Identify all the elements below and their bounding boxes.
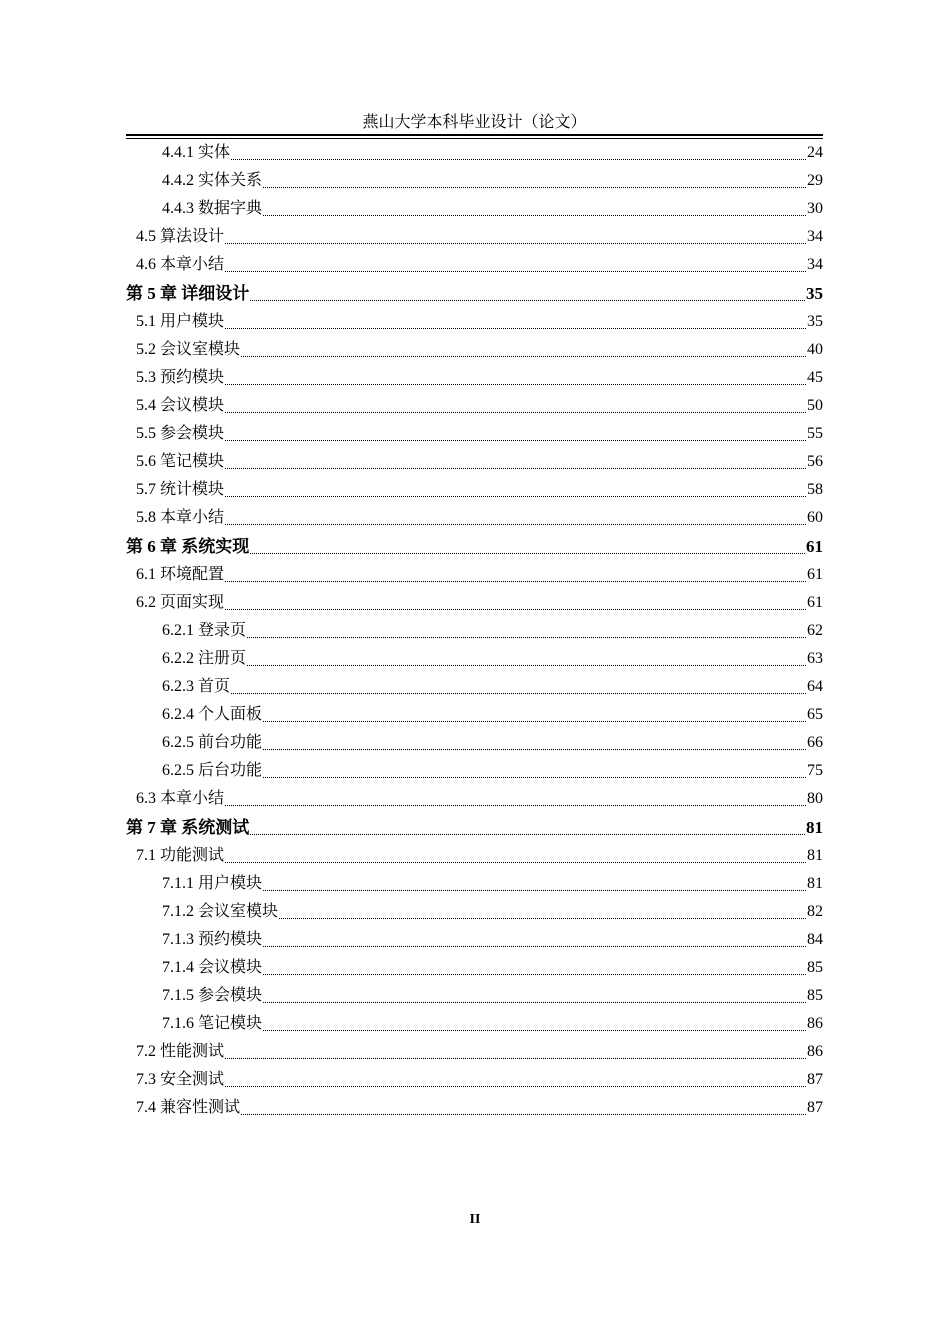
toc-entry-page: 66: [807, 734, 823, 751]
toc-entry-label: 5.3 预约模块: [136, 369, 225, 386]
toc-entry-page: 61: [807, 566, 823, 583]
toc-dot-leader: [225, 271, 806, 272]
toc-dot-leader: [263, 1002, 806, 1003]
toc-entry-page: 30: [807, 200, 823, 217]
toc-entry-page: 34: [807, 256, 823, 273]
toc-entry[interactable]: [126, 1094, 823, 1122]
toc-entry-page: 81: [806, 818, 823, 837]
toc-dot-leader: [231, 693, 806, 694]
toc-dot-leader: [231, 159, 806, 160]
toc-entry[interactable]: [126, 1010, 823, 1038]
toc-dot-leader: [225, 243, 806, 244]
toc-entry-label: 6.2.4 个人面板: [162, 706, 263, 723]
toc-chapter-entry[interactable]: [126, 813, 823, 842]
toc-entry-label: 7.1.3 预约模块: [162, 931, 263, 948]
toc-entry-page: 84: [807, 931, 823, 948]
toc-entry-label: 5.6 笔记模块: [136, 453, 225, 470]
toc-dot-leader: [225, 862, 806, 863]
toc-dot-leader: [225, 496, 806, 497]
toc-entry-page: 60: [807, 509, 823, 526]
toc-entry-label: 5.5 参会模块: [136, 425, 225, 442]
toc-chapter-entry[interactable]: [126, 532, 823, 561]
toc-entry-label: 7.1.5 参会模块: [162, 987, 263, 1004]
toc-entry-page: 35: [807, 313, 823, 330]
toc-entry-label: 6.3 本章小结: [136, 790, 225, 807]
toc-dot-leader: [225, 524, 806, 525]
toc-entry-page: 62: [807, 622, 823, 639]
toc-entry[interactable]: [126, 982, 823, 1010]
toc-entry[interactable]: [126, 476, 823, 504]
page-number: II: [469, 1212, 481, 1227]
toc-entry-label: 4.4.3 数据字典: [162, 200, 263, 217]
toc-entry-label: 6.2.3 首页: [162, 678, 231, 695]
toc-entry-label: 5.2 会议室模块: [136, 341, 241, 358]
toc-entry-page: 50: [807, 397, 823, 414]
toc-entry-label: 第 5 章 详细设计: [126, 284, 250, 303]
toc-entry[interactable]: [126, 223, 823, 251]
toc-dot-leader: [250, 553, 805, 554]
toc-entry-page: 87: [807, 1099, 823, 1116]
running-header: 燕山大学本科毕业设计（论文）: [362, 114, 587, 131]
toc-entry[interactable]: [126, 448, 823, 476]
toc-dot-leader: [263, 890, 806, 891]
toc-entry-page: 55: [807, 425, 823, 442]
table-of-contents: [126, 139, 823, 1122]
toc-dot-leader: [247, 665, 806, 666]
toc-entry-label: 7.1 功能测试: [136, 847, 225, 864]
toc-entry[interactable]: [126, 139, 823, 167]
toc-entry-label: 4.4.1 实体: [162, 144, 231, 161]
toc-dot-leader: [263, 721, 806, 722]
toc-dot-leader: [247, 637, 806, 638]
toc-dot-leader: [225, 384, 806, 385]
toc-entry[interactable]: [126, 870, 823, 898]
toc-entry-page: 81: [807, 875, 823, 892]
toc-chapter-entry[interactable]: [126, 279, 823, 308]
toc-entry-page: 85: [807, 987, 823, 1004]
toc-entry[interactable]: [126, 308, 823, 336]
toc-dot-leader: [225, 1086, 806, 1087]
toc-entry[interactable]: [126, 842, 823, 870]
toc-entry-label: 5.1 用户模块: [136, 313, 225, 330]
toc-dot-leader: [263, 946, 806, 947]
toc-entry-label: 6.2.5 前台功能: [162, 734, 263, 751]
toc-entry-page: 82: [807, 903, 823, 920]
toc-entry[interactable]: [126, 420, 823, 448]
toc-entry[interactable]: [126, 561, 823, 589]
toc-entry[interactable]: [126, 898, 823, 926]
toc-dot-leader: [225, 805, 806, 806]
toc-entry-page: 65: [807, 706, 823, 723]
toc-dot-leader: [250, 300, 805, 301]
toc-dot-leader: [241, 356, 806, 357]
toc-entry[interactable]: [126, 1066, 823, 1094]
toc-dot-leader: [263, 215, 806, 216]
toc-entry[interactable]: [126, 364, 823, 392]
toc-entry[interactable]: [126, 504, 823, 532]
toc-entry-page: 87: [807, 1071, 823, 1088]
toc-entry-label: 6.2.1 登录页: [162, 622, 247, 639]
toc-entry-label: 4.4.2 实体关系: [162, 172, 263, 189]
toc-entry-page: 56: [807, 453, 823, 470]
toc-entry-page: 85: [807, 959, 823, 976]
toc-entry[interactable]: [126, 954, 823, 982]
toc-entry-label: 5.8 本章小结: [136, 509, 225, 526]
toc-entry-label: 第 7 章 系统测试: [126, 818, 250, 837]
header-rule-thick: [126, 134, 823, 136]
toc-entry-page: 63: [807, 650, 823, 667]
toc-entry-page: 80: [807, 790, 823, 807]
toc-entry-page: 64: [807, 678, 823, 695]
toc-dot-leader: [263, 777, 806, 778]
toc-entry-label: 7.1.2 会议室模块: [162, 903, 279, 920]
toc-entry-page: 81: [807, 847, 823, 864]
toc-dot-leader: [279, 918, 806, 919]
toc-entry-label: 第 6 章 系统实现: [126, 537, 250, 556]
toc-dot-leader: [263, 749, 806, 750]
toc-entry-page: 75: [807, 762, 823, 779]
toc-entry-page: 58: [807, 481, 823, 498]
toc-dot-leader: [225, 581, 806, 582]
toc-entry-page: 29: [807, 172, 823, 189]
toc-entry[interactable]: [126, 167, 823, 195]
toc-dot-leader: [225, 1058, 806, 1059]
toc-entry[interactable]: [126, 701, 823, 729]
toc-entry[interactable]: [126, 589, 823, 617]
toc-dot-leader: [225, 609, 806, 610]
toc-entry-label: 6.2.5 后台功能: [162, 762, 263, 779]
toc-dot-leader: [241, 1114, 806, 1115]
toc-entry-label: 6.1 环境配置: [136, 566, 225, 583]
toc-entry[interactable]: [126, 251, 823, 279]
toc-entry-label: 7.3 安全测试: [136, 1071, 225, 1088]
toc-entry-label: 7.1.6 笔记模块: [162, 1015, 263, 1032]
toc-entry-page: 61: [807, 594, 823, 611]
toc-dot-leader: [250, 834, 805, 835]
toc-entry[interactable]: [126, 617, 823, 645]
toc-entry-label: 7.2 性能测试: [136, 1043, 225, 1060]
toc-entry-label: 4.6 本章小结: [136, 256, 225, 273]
toc-entry-page: 45: [807, 369, 823, 386]
toc-dot-leader: [263, 187, 806, 188]
toc-dot-leader: [263, 1030, 806, 1031]
toc-entry-page: 86: [807, 1043, 823, 1060]
toc-entry-label: 6.2 页面实现: [136, 594, 225, 611]
toc-dot-leader: [225, 468, 806, 469]
toc-entry-label: 5.7 统计模块: [136, 481, 225, 498]
toc-entry-label: 4.5 算法设计: [136, 228, 225, 245]
toc-entry[interactable]: [126, 392, 823, 420]
toc-entry-label: 7.4 兼容性测试: [136, 1099, 241, 1116]
toc-entry[interactable]: [126, 195, 823, 223]
toc-entry[interactable]: [126, 729, 823, 757]
toc-entry[interactable]: [126, 645, 823, 673]
toc-entry[interactable]: [126, 785, 823, 813]
toc-entry-label: 5.4 会议模块: [136, 397, 225, 414]
toc-entry-page: 40: [807, 341, 823, 358]
toc-entry-page: 34: [807, 228, 823, 245]
toc-entry-page: 35: [806, 284, 823, 303]
toc-entry-label: 7.1.4 会议模块: [162, 959, 263, 976]
toc-dot-leader: [225, 412, 806, 413]
toc-entry[interactable]: [126, 673, 823, 701]
toc-entry-page: 86: [807, 1015, 823, 1032]
toc-entry[interactable]: [126, 336, 823, 364]
toc-entry-label: 6.2.2 注册页: [162, 650, 247, 667]
toc-dot-leader: [263, 974, 806, 975]
toc-dot-leader: [225, 440, 806, 441]
toc-entry[interactable]: [126, 926, 823, 954]
toc-entry-label: 7.1.1 用户模块: [162, 875, 263, 892]
toc-entry-page: 61: [806, 537, 823, 556]
toc-entry[interactable]: [126, 1038, 823, 1066]
toc-entry-page: 24: [807, 144, 823, 161]
toc-dot-leader: [225, 328, 806, 329]
toc-entry[interactable]: [126, 757, 823, 785]
